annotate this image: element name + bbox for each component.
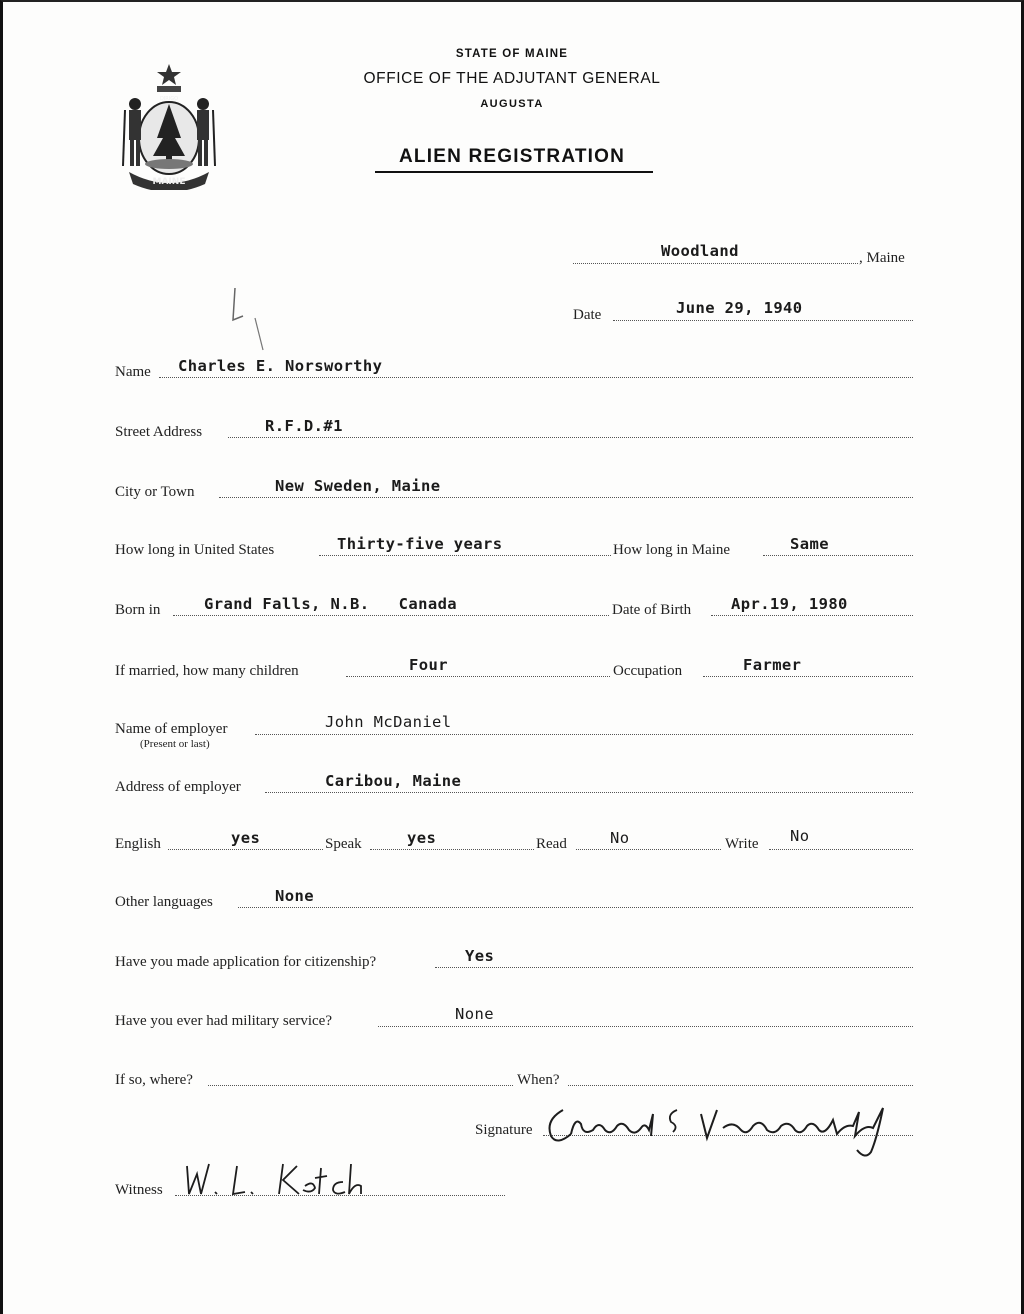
dob-value: Apr.19, 1980: [731, 595, 848, 613]
occupation-line: [703, 676, 913, 677]
when-label: When?: [517, 1072, 560, 1088]
speak-label: Speak: [325, 836, 362, 852]
location-value: Woodland: [661, 242, 739, 260]
location-suffix: , Maine: [859, 250, 905, 266]
name-line: [159, 377, 913, 378]
military-line: [378, 1026, 913, 1027]
witness-handwriting: [179, 1160, 379, 1204]
born-in-label: Born in: [115, 602, 161, 618]
seal-motto-text: DIRIGO: [159, 96, 179, 102]
employer-address-line: [265, 792, 913, 793]
english-line: [168, 849, 323, 850]
name-value: Charles E. Norsworthy: [178, 357, 383, 375]
write-label: Write: [725, 836, 759, 852]
signature-label: Signature: [475, 1122, 533, 1138]
employer-line: [255, 734, 913, 735]
dob-label: Date of Birth: [612, 602, 692, 618]
form-title: ALIEN REGISTRATION: [398, 146, 626, 167]
employer-label: Name of employer: [115, 721, 228, 737]
military-value: None: [455, 1005, 494, 1023]
seal-banner-text: MAINE: [152, 177, 186, 187]
read-label: Read: [536, 836, 567, 852]
city-value: New Sweden, Maine: [275, 477, 441, 495]
name-label: Name: [115, 364, 151, 380]
where-line: [208, 1085, 513, 1086]
years-maine-value: Same: [790, 535, 829, 553]
other-languages-label: Other languages: [115, 894, 213, 910]
citizenship-value: Yes: [465, 947, 495, 965]
office-heading: OFFICE OF THE ADJUTANT GENERAL: [363, 70, 661, 87]
city-heading: AUGUSTA: [480, 98, 544, 110]
years-maine-line: [763, 555, 913, 556]
read-line: [576, 849, 721, 850]
occupation-value: Farmer: [743, 656, 802, 674]
english-label: English: [115, 836, 161, 852]
pencil-mark: [225, 284, 265, 354]
state-heading: STATE OF MAINE: [455, 48, 569, 60]
employer-sublabel: (Present or last): [140, 738, 210, 750]
speak-value: yes: [407, 829, 437, 847]
english-value: yes: [231, 829, 261, 847]
other-languages-value: None: [275, 887, 314, 905]
born-in-line: [173, 615, 609, 616]
employer-value: John McDaniel: [325, 713, 452, 731]
citizenship-label: Have you made application for citizenship?: [115, 954, 377, 970]
children-value: Four: [409, 656, 448, 674]
date-line: [613, 320, 913, 321]
employer-address-value: Caribou, Maine: [325, 772, 462, 790]
citizenship-line: [435, 967, 913, 968]
street-label: Street Address: [115, 424, 203, 440]
city-line: [219, 497, 913, 498]
street-value: R.F.D.#1: [265, 417, 343, 435]
city-label: City or Town: [115, 484, 195, 500]
years-us-value: Thirty-five years: [337, 535, 503, 553]
military-label: Have you ever had military service?: [115, 1013, 332, 1029]
read-value: No: [610, 829, 630, 847]
witness-label: Witness: [115, 1182, 163, 1198]
where-label: If so, where?: [115, 1072, 193, 1088]
born-in-value: Grand Falls, N.B. Canada: [204, 595, 458, 613]
location-line: [573, 263, 858, 264]
title-underline: [375, 171, 653, 173]
when-line: [568, 1085, 913, 1086]
signature-handwriting: [541, 1090, 913, 1162]
write-line: [769, 849, 913, 850]
occupation-label: Occupation: [613, 663, 683, 679]
other-languages-line: [238, 907, 913, 908]
years-us-label: How long in United States: [115, 542, 275, 558]
speak-line: [370, 849, 534, 850]
date-value: June 29, 1940: [676, 299, 803, 317]
years-maine-label: How long in Maine: [613, 542, 731, 558]
street-line: [228, 437, 913, 438]
years-us-line: [319, 555, 611, 556]
date-label: Date: [573, 307, 602, 323]
employer-address-label: Address of employer: [115, 779, 241, 795]
write-value: No: [790, 827, 810, 845]
children-label: If married, how many children: [115, 663, 299, 679]
children-line: [346, 676, 610, 677]
dob-line: [711, 615, 913, 616]
